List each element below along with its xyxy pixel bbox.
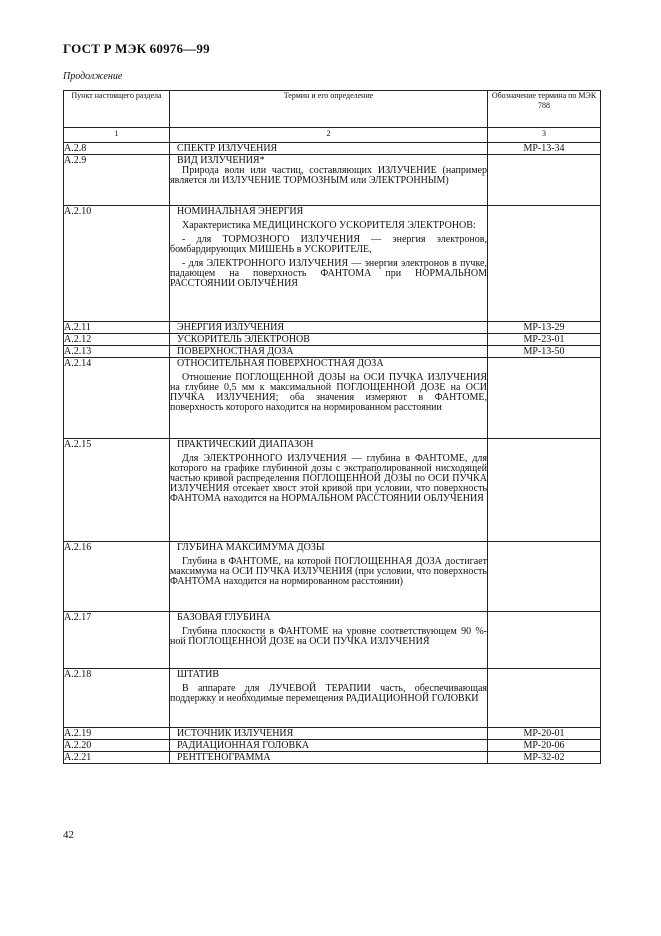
iec-code (488, 206, 601, 322)
table-row (64, 143, 601, 155)
iec-code: MP-13-34 (488, 143, 601, 155)
section-id: А.2.13 (64, 346, 170, 358)
iec-code: MP-32-02 (488, 752, 601, 764)
iec-code: MP-23-01 (488, 334, 601, 346)
iec-code (488, 155, 601, 206)
section-id: А.2.9 (64, 155, 170, 206)
term-definition: Для ЭЛЕКТРОННОГО ИЗЛУЧЕНИЯ — глубина в ФАНТОМЕ, для которого на графике глубинной дозы с экстраполированной нисходящей частью кривой распределения ПОГЛОЩЕННОЙ ДОЗЫ по ОСИ ПУЧКА ИЗЛУЧЕНИЯ отсекает хвост этой кривой при условии, что поверхность ФАНТОМА находится на НОРМАЛЬНОМ РАССТОЯНИИ ОБЛУЧЕНИЯ (170, 453, 487, 504)
term-definition: Характеристика МЕДИЦИНСКОГО УСКОРИТЕЛЯ ЭЛЕКТРОНОВ: (182, 220, 476, 231)
term-definition: Глубина плоскости в ФАНТОМЕ на уровне соответствующем 90 %-ной ПОГЛОЩЕННОЙ ДОЗЕ на ОСИ ПУЧКА ИЗЛУЧЕНИЯ (170, 626, 487, 647)
column-number: 1 (64, 128, 170, 143)
term-definition: Глубина в ФАНТОМЕ, на которой ПОГЛОЩЕННАЯ ДОЗА достигает максимума на ОСИ ПУЧКА ИЗЛУЧЕНИЯ (при условии, что поверхность ФАНТОМА находится на нормированном расстоянии) (170, 556, 487, 587)
iec-code: MP-13-50 (488, 346, 601, 358)
continued-label: Продолжение (63, 71, 123, 82)
iec-code (488, 358, 601, 439)
iec-code (488, 612, 601, 669)
table-row (64, 358, 601, 439)
section-id: А.2.19 (64, 728, 170, 740)
term-title: БАЗОВАЯ ГЛУБИНА (177, 612, 271, 623)
term-title: ВИД ИЗЛУЧЕНИЯ* (177, 155, 265, 166)
table-row (64, 334, 601, 346)
term-title: ОТНОСИТЕЛЬНАЯ ПОВЕРХНОСТНАЯ ДОЗА (177, 358, 384, 369)
iec-code: MP-20-06 (488, 740, 601, 752)
section-id: А.2.11 (64, 322, 170, 334)
term-title: ПРАКТИЧЕСКИЙ ДИАПАЗОН (177, 439, 314, 450)
section-id: А.2.17 (64, 612, 170, 669)
term-definition: В аппарате для ЛУЧЕВОЙ ТЕРАПИИ часть, обеспечивающая поддержку и необходимые перемещения РАДИАЦИОННОЙ ГОЛОВКИ (170, 683, 487, 704)
table-row (64, 155, 601, 206)
table-row (64, 322, 601, 334)
table-row (64, 206, 601, 322)
iec-code (488, 439, 601, 542)
column-header-section: Пункт настоящего раздела (64, 91, 170, 128)
term-title: СПЕКТР ИЗЛУЧЕНИЯ (177, 143, 278, 154)
term-title: РАДИАЦИОННАЯ ГОЛОВКА (177, 740, 310, 751)
page-number: 42 (63, 829, 74, 841)
table-row (64, 612, 601, 669)
term-definition: Отношение ПОГЛОЩЕННОЙ ДОЗЫ на ОСИ ПУЧКА ИЗЛУЧЕНИЯ на глубине 0,5 мм к максимальной ПОГЛОЩЕННОЙ ДОЗЕ на ОСИ ПУЧКА ИЗЛУЧЕНИЯ; оба значения измеряют в ФАНТОМЕ, поверхность которого находится на нормированном расстоянии (170, 372, 487, 413)
term-title: РЕНТГЕНОГРАММА (177, 752, 271, 763)
section-id: А.2.15 (64, 439, 170, 542)
column-number: 3 (488, 128, 601, 143)
table-header-row (64, 91, 601, 128)
section-id: А.2.18 (64, 669, 170, 728)
section-id: А.2.10 (64, 206, 170, 322)
terms-table (63, 90, 601, 764)
iec-code (488, 542, 601, 612)
term-title: ГЛУБИНА МАКСИМУМА ДОЗЫ (177, 542, 325, 553)
table-row (64, 346, 601, 358)
column-header-code: Обозначение термина по МЭК 788 (488, 91, 601, 128)
section-id: А.2.21 (64, 752, 170, 764)
term-title: ПОВЕРХНОСТНАЯ ДОЗА (177, 346, 294, 357)
term-title: ИСТОЧНИК ИЗЛУЧЕНИЯ (177, 728, 294, 739)
section-id: А.2.8 (64, 143, 170, 155)
iec-code (488, 669, 601, 728)
table-row (64, 752, 601, 764)
table-row (64, 542, 601, 612)
column-number: 2 (170, 128, 488, 143)
term-definition: Природа волн или частиц, составляющих ИЗЛУЧЕНИЕ (например является ли ИЗЛУЧЕНИЕ ТОРМОЗНЫМ или ЭЛЕКТРОННЫМ) (170, 165, 487, 186)
section-id: А.2.12 (64, 334, 170, 346)
term-title: УСКОРИТЕЛЬ ЭЛЕКТРОНОВ (177, 334, 310, 345)
term-title: ШТАТИВ (177, 669, 220, 680)
term-definition: - для ЭЛЕКТРОННОГО ИЗЛУЧЕНИЯ — энергия электронов в пучке, падающем на поверхность ФАНТОМА при НОРМАЛЬНОМ РАССТОЯНИИ ОБЛУЧЕНИЯ (170, 258, 487, 289)
section-id: А.2.16 (64, 542, 170, 612)
term-title: НОМИНАЛЬНАЯ ЭНЕРГИЯ (177, 206, 304, 217)
iec-code: MP-13-29 (488, 322, 601, 334)
table-row (64, 740, 601, 752)
section-id: А.2.14 (64, 358, 170, 439)
term-definition: - для ТОРМОЗНОГО ИЗЛУЧЕНИЯ — энергия электронов, бомбардирующих МИШЕНЬ в УСКОРИТЕЛЕ, (170, 234, 487, 255)
table-row (64, 669, 601, 728)
section-id: А.2.20 (64, 740, 170, 752)
table-row (64, 728, 601, 740)
table-row (64, 439, 601, 542)
iec-code: MP-20-01 (488, 728, 601, 740)
column-header-term: Термин и его определение (170, 91, 488, 128)
document-title: ГОСТ Р МЭК 60976—99 (63, 41, 210, 56)
column-number-row (64, 128, 601, 143)
term-title: ЭНЕРГИЯ ИЗЛУЧЕНИЯ (177, 322, 285, 333)
